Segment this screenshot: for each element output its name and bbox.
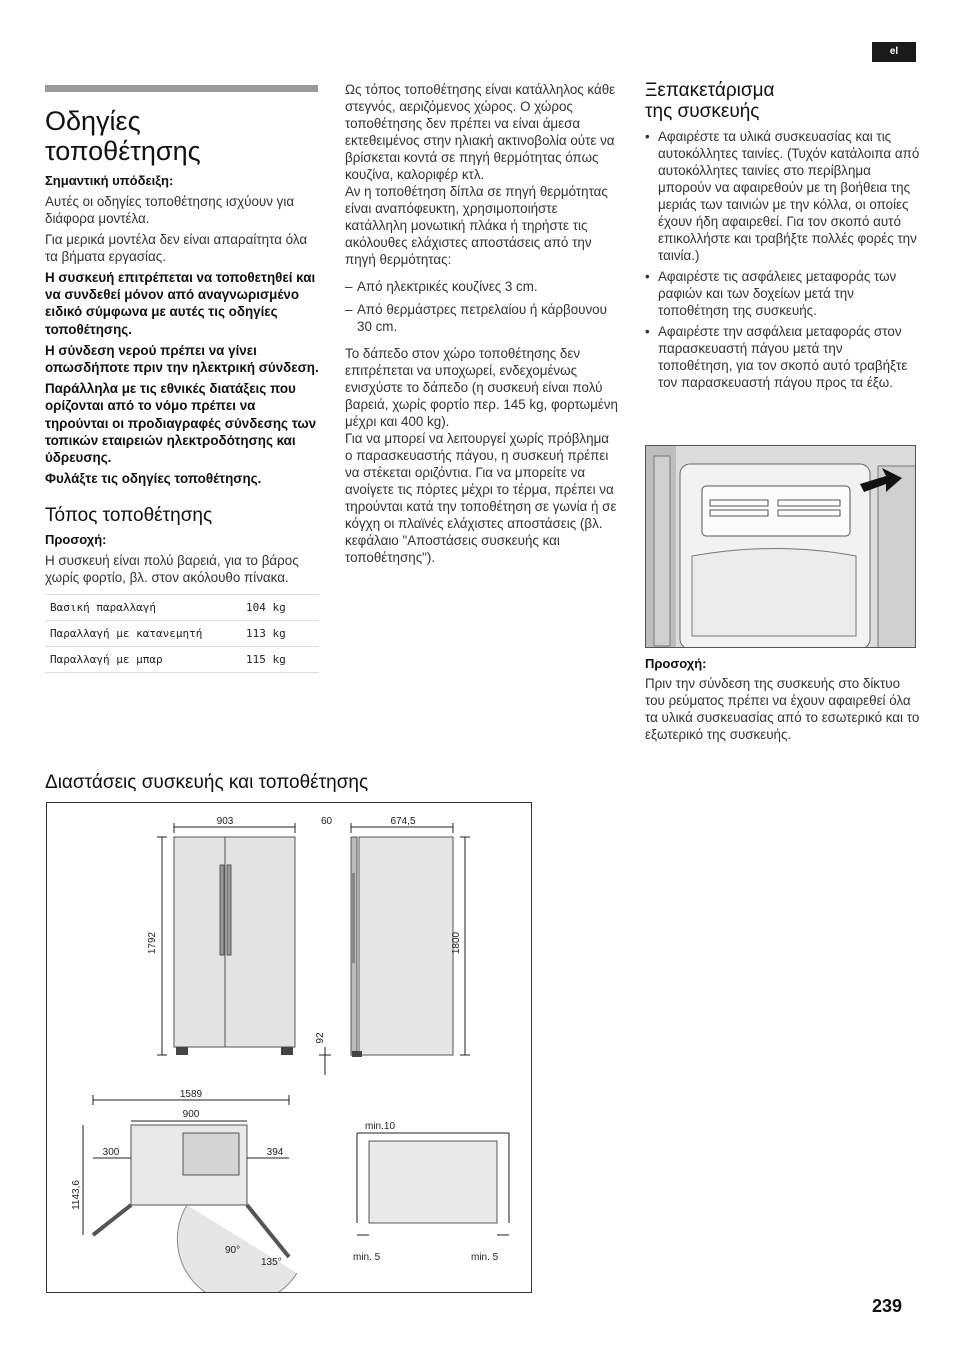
intro-paragraph-1: Αυτές οι οδηγίες τοποθέτησης ισχύουν για διάφορα μοντέλα.: [45, 194, 295, 226]
attention-text-2: Πριν την σύνδεση της συσκευής στο δίκτυο του ρεύματος πρέπει να έχουν αφαιρεθεί όλα τα υλικά συσκευασίας από το εσωτερικό και το εξωτερικό της συσκευής.: [645, 676, 920, 742]
location-paragraph-1: Ως τόπος τοποθέτησης είναι κατάλληλος κάθε στεγνός, αεριζόμενος χώρος. Ο χώρος τοποθέτησης δεν πρέπει να είναι άμεσα εκτεθειμένος στην ηλιακή ακτινοβολία ούτε να βρίσκεται κοντά σε πηγή θερμότητας όπως κουζίνα, καλοριφέρ κτλ.: [345, 82, 616, 182]
attention-label: Προσοχή:: [45, 532, 107, 548]
floor-paragraph: Το δάπεδο στον χώρο τοποθέτησης δεν επιτρέπεται να υποχωρεί, ενδεχομένως ενισχύστε το δάπεδο (η συσκευή είναι πολύ βαρειά, χωρίς φορτίο περ. 145 kg, φορτωμένη μέχρι και 400 kg).: [345, 346, 618, 429]
column-1: [45, 106, 320, 673]
warning-paragraph-4: Φυλάξτε τις οδηγίες τοποθέτησης.: [45, 471, 262, 487]
label-foot: 92: [315, 1032, 326, 1044]
attention-text: Η συσκευή είναι πολύ βαρειά, για το βάρος χωρίς φορτίο, βλ. στον ακόλουθο πίνακα.: [45, 553, 299, 586]
attention-block: [645, 655, 920, 743]
label-angle-90: 90°: [225, 1245, 241, 1256]
level-paragraph: Για να μπορεί να λειτουργεί χωρίς πρόβλημα ο παρασκευαστής πάγου, η συσκευή πρέπει να στέκεται οριζόντια. Για να μπορείτε να ανοίγετε τις πόρτες μέχρι το τέρμα, πρέπει να τηρούνται κατά την τοποθέτηση σε γωνία ή σε κόγχη οι πλαϊνές ελάχιστες αποστάσεις (βλ. κεφάλαιο "Αποστάσεις συσκευής και τοποθέτησης").: [345, 431, 617, 565]
label-open-width: 1589: [179, 1089, 203, 1100]
table-row: [45, 621, 319, 647]
weight-name: Παραλλαγή με μπαρ: [45, 647, 241, 673]
weight-value: 104 kg: [241, 595, 319, 621]
language-tag: el: [872, 42, 916, 62]
distance-item-2: – Από θερμάστρες πετρελαίου ή κάρβουνου 30 cm.: [345, 301, 620, 335]
label-width: 903: [216, 816, 234, 827]
label-min-right: min. 5: [471, 1252, 499, 1263]
label-right-clear: 394: [266, 1147, 284, 1158]
page-number: 239: [872, 1296, 903, 1316]
table-row: [45, 595, 319, 621]
column-2: [345, 81, 620, 566]
section-title-location: Τόπος τοποθέτησης: [45, 505, 213, 527]
label-depth: 674,5: [390, 816, 416, 827]
front-view: [157, 823, 295, 1055]
unpacking-title: Ξεπακετάρισμα της συσκευής: [645, 80, 775, 122]
weight-name: Βασική παραλλαγή: [45, 595, 241, 621]
page-title: Οδηγίες τοποθέτησης: [45, 106, 201, 166]
table-row: [45, 647, 319, 673]
important-label: Σημαντική υπόδειξη:: [45, 173, 174, 188]
dimensions-title: Διαστάσεις συσκευής και τοποθέτησης: [45, 772, 369, 793]
niche-view: [357, 1133, 509, 1235]
weight-value: 115 kg: [241, 647, 319, 673]
ice-maker-illustration: [645, 445, 916, 648]
label-angle-135: 135°: [261, 1257, 282, 1268]
intro-paragraph-2: Για μερικά μοντέλα δεν είναι απαραίτητα όλα τα βήματα εργασίας.: [45, 232, 308, 264]
warning-paragraph-3: Παράλληλα με τις εθνικές διατάξεις που ορίζονται από το νόμο πρέπει να τηρούνται οι προδιαγραφές σύνδεσης των τοπικών εταιρειών ηλεκτροδότησης και ύδρευσης.: [45, 381, 317, 466]
unpacking-list: [645, 128, 920, 391]
dimensions-drawing: [47, 803, 531, 1292]
label-height-side: 1800: [451, 931, 462, 955]
label-left-clear: 300: [102, 1147, 120, 1158]
label-height-front: 1792: [147, 931, 158, 955]
distance-item-1: – Από ηλεκτρικές κουζίνες 3 cm.: [345, 278, 620, 295]
weights-table: [45, 594, 319, 673]
dimensions-figure: [46, 802, 532, 1293]
warning-paragraph-1: Η συσκευή επιτρέπεται να τοποθετηθεί και να συνδεθεί μόνον από αναγνωρισμένο ειδικό σύμφωνα με αυτές τις οδηγίες τοποθέτησης.: [45, 270, 316, 337]
label-body-width: 900: [182, 1109, 200, 1120]
label-min-top: min.10: [365, 1121, 396, 1132]
warning-paragraph-2: Η σύνδεση νερού πρέπει να γίνει οπωσδήποτε πριν την ηλεκτρική σύνδεση.: [45, 342, 319, 376]
section-bar: [45, 85, 318, 92]
ice-maker-drawing: [646, 446, 916, 648]
column-3: [645, 80, 920, 395]
label-open-depth: 1143,6: [71, 1180, 82, 1210]
location-paragraph-2: Αν η τοποθέτηση δίπλα σε πηγή θερμότητας είναι αναπόφευκτη, χρησιμοποιήστε κατάλληλη μονωτική πλάκα ή τηρήστε τις ακόλουθες ελάχιστες αποστάσεις από την πηγή θερμότητας:: [345, 184, 608, 267]
list-item: • Αφαιρέστε τις ασφάλειες μεταφοράς των ραφιών και των δοχείων μετά την τοποθέτηση της συσκευής.: [645, 268, 920, 319]
weight-value: 113 kg: [241, 621, 319, 647]
side-view: [319, 823, 470, 1075]
weight-name: Παραλλαγή με κατανεμητή: [45, 621, 241, 647]
label-min-left: min. 5: [353, 1252, 381, 1263]
attention-label-2: Προσοχή:: [645, 656, 707, 671]
label-door-gap: 60: [321, 816, 333, 827]
list-item: • Αφαιρέστε την ασφάλεια μεταφοράς στον παρασκευαστή πάγου μετά την τοποθέτηση, για τον σκοπό αυτό τραβήξτε τον παρασκευαστή πάγου προς τα έξω.: [645, 323, 920, 391]
list-item: • Αφαιρέστε τα υλικά συσκευασίας και τις αυτοκόλλητες ταινίες. (Τυχόν κατάλοιπα από αυτοκόλλητες ταινίες στο περίβλημα μπορούν να αφαιρεθούν με τη βοήθεια της μεριάς των ταινιών με την κόλλα, οι οποίες έχουν ήδη αφαιρεθεί. Για τον σκοπό αυτό επικολλήστε και τραβήξτε πολλές φορές την ταινία.): [645, 128, 920, 264]
